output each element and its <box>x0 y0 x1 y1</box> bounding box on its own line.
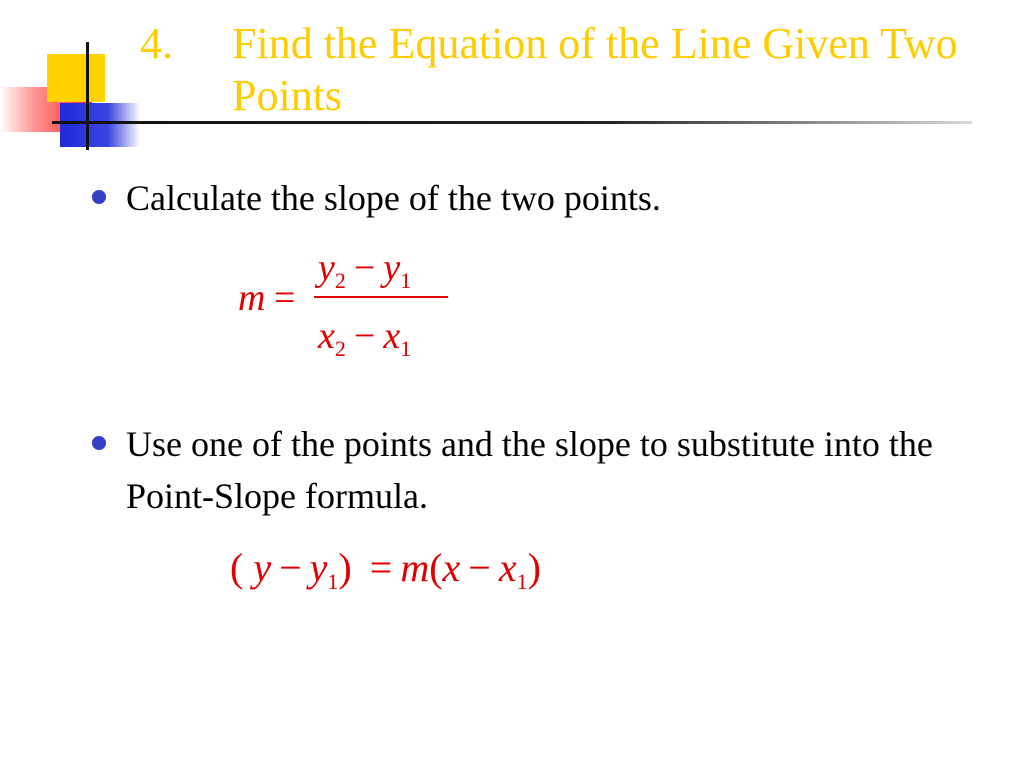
bullet-text: Calculate the slope of the two points. <box>126 178 661 218</box>
point-slope-formula: ( $y - y_1) = m(x - x_1)$ <box>230 545 541 594</box>
title-text: Find the Equation of the Line Given Two Points <box>232 19 958 120</box>
title-number: 4. <box>140 19 173 68</box>
yellow-square-decoration <box>47 54 105 102</box>
equals-sign: = <box>274 277 296 319</box>
slope-formula <box>238 246 468 376</box>
fraction-bar <box>314 296 448 298</box>
slope-numerator: $y_2 - y_1$ <box>318 247 412 293</box>
bullet-text: Use one of the points and the slope to substitute into the Point-Slope formula. <box>126 424 933 516</box>
vertical-rule <box>86 42 89 150</box>
bullet-dot-icon <box>92 436 106 450</box>
corner-logo <box>0 0 140 160</box>
slope-variable: m <box>238 277 266 319</box>
bullet-dot-icon <box>92 190 106 204</box>
blue-square-decoration <box>60 103 140 147</box>
slope-denominator: $x_2 - x_1$ <box>318 315 412 361</box>
